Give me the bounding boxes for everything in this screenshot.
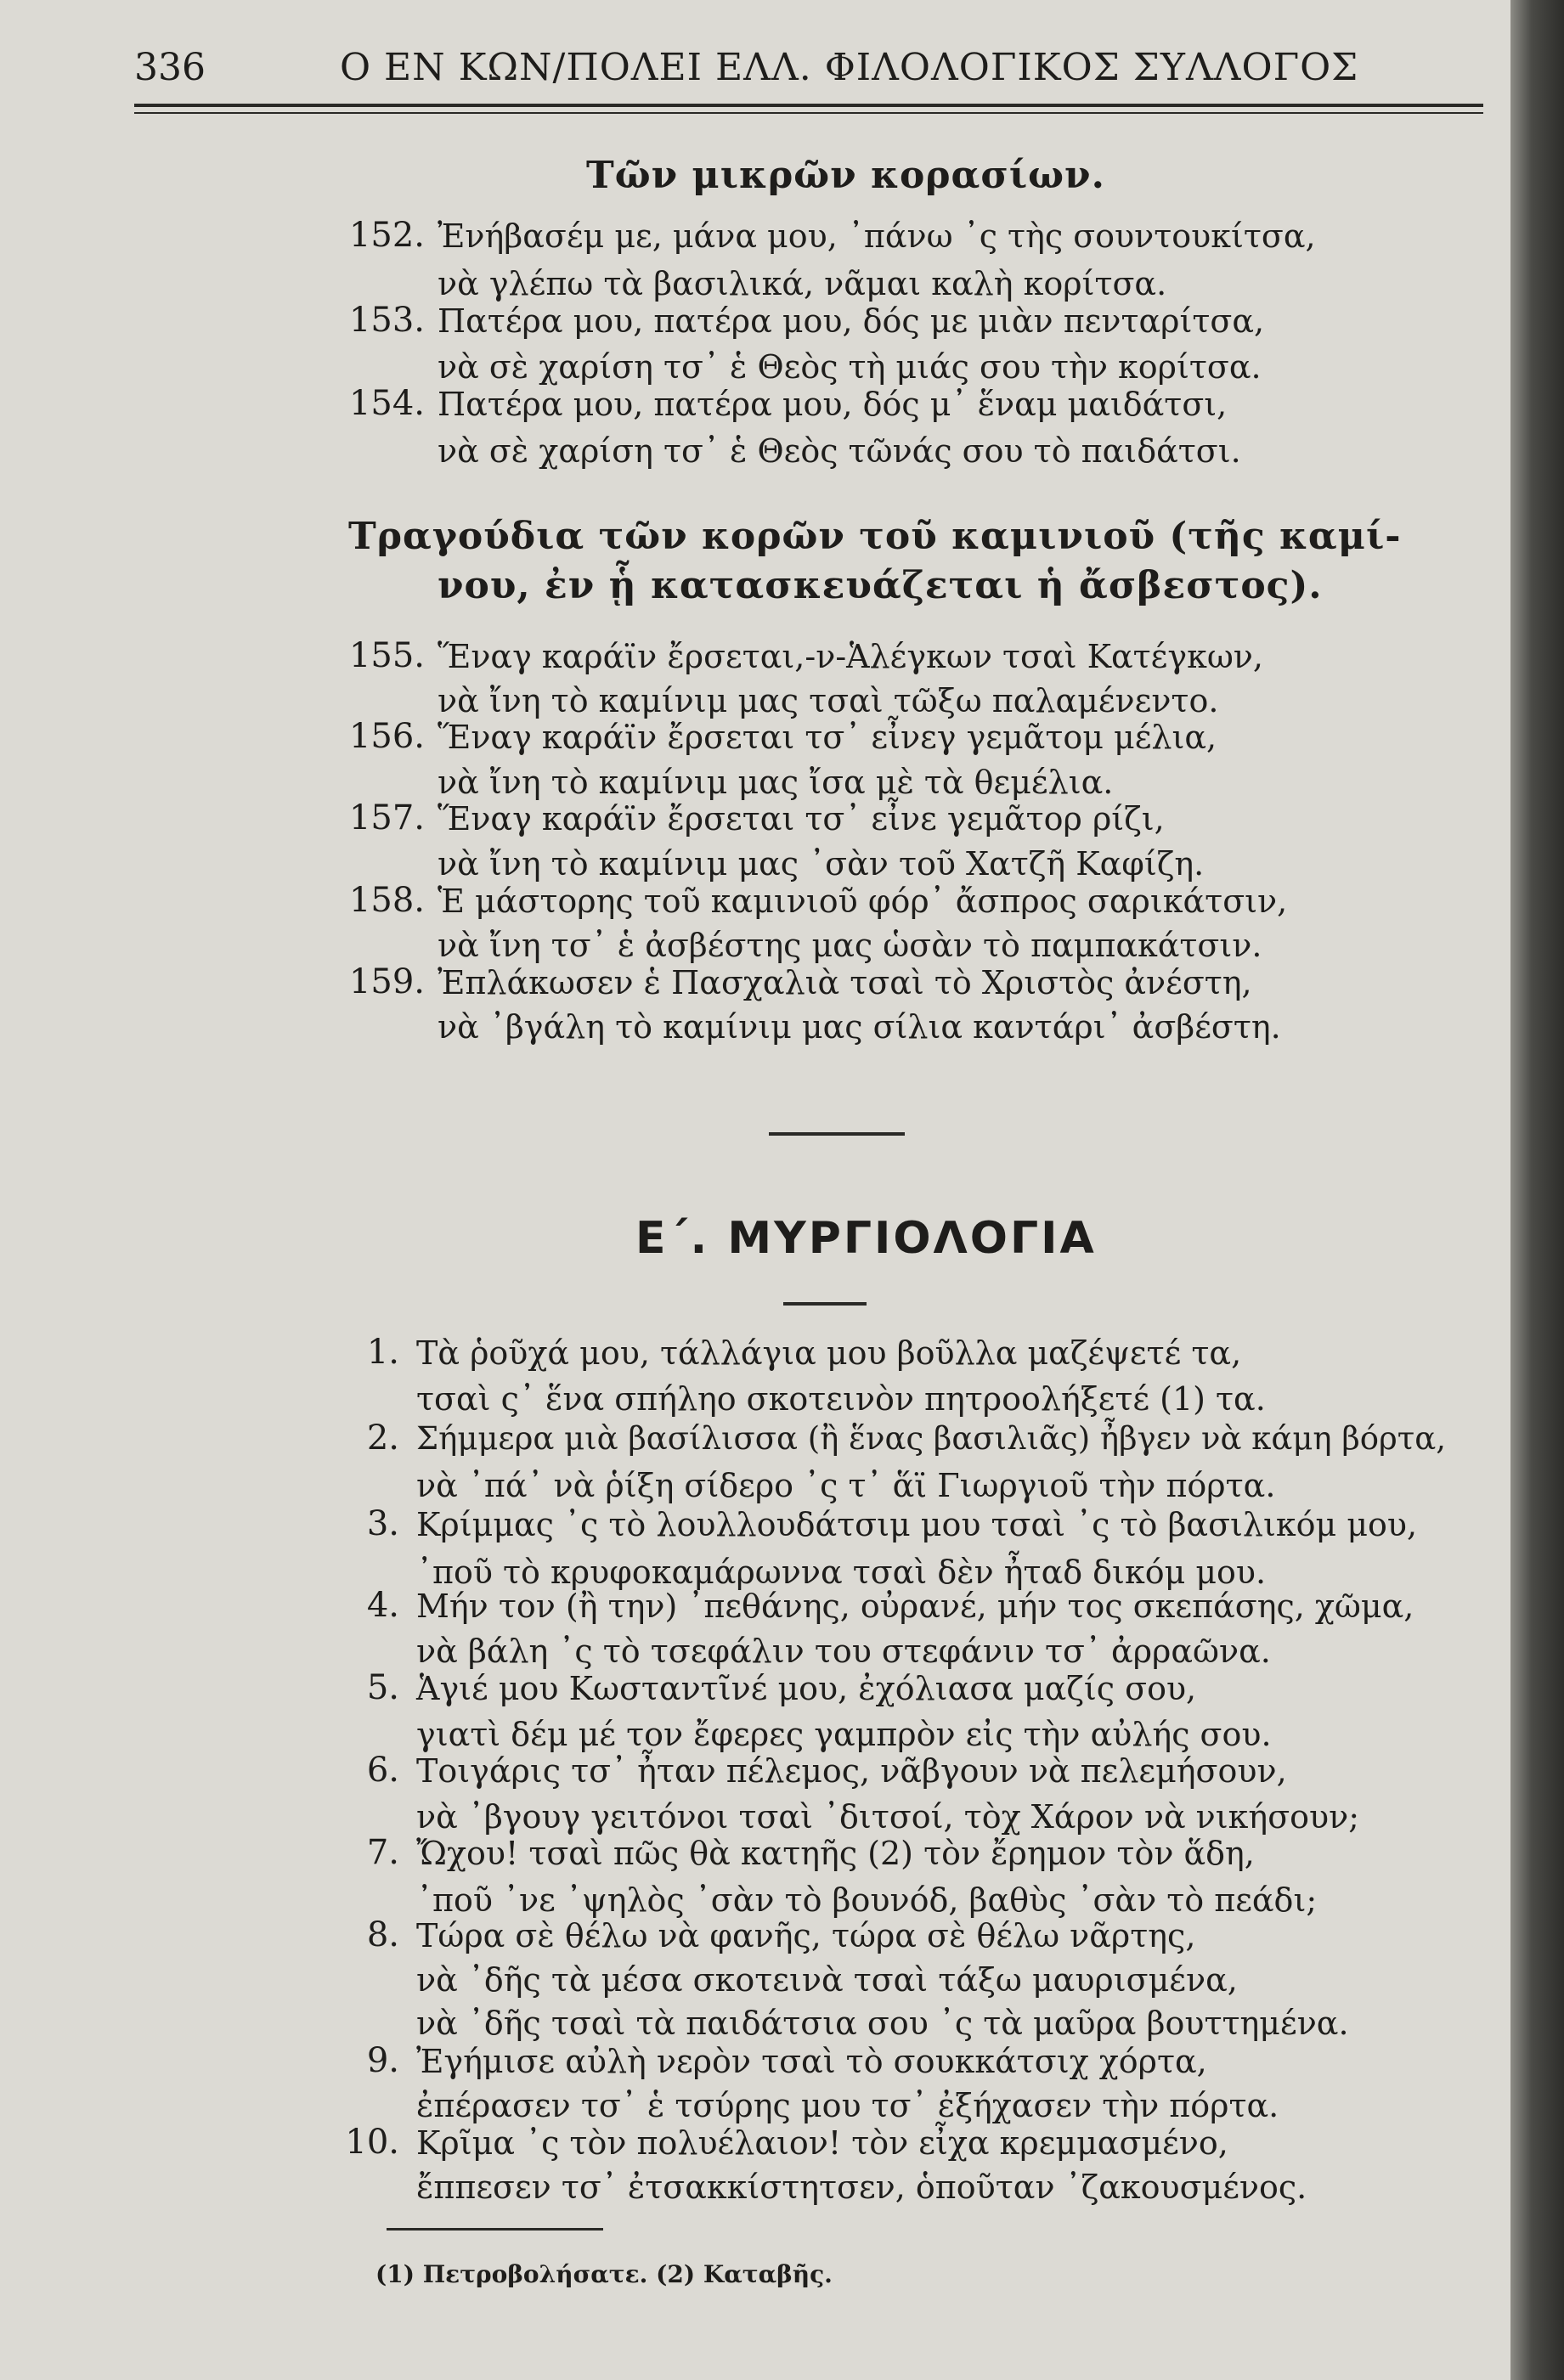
verse-line: νὰ βάλη ᾽ς τὸ τσεφάλιν του στεφάνιν τσ᾽ ἀρραῶνα. bbox=[416, 1633, 1271, 1670]
verse-line: Ἕναγ καράϊν ἔρσεται τσ᾽ εἶνε γεμᾶτορ ρίζι, bbox=[438, 800, 1165, 838]
verse-line: ᾽ποῦ ᾽νε ᾽ψηλὸς ᾽σὰν τὸ βουνόδ, βαθὺς ᾽σὰν τὸ πεάδι; bbox=[416, 1881, 1318, 1919]
verse-line: Ὤχου! τσαὶ πῶς θὰ κατηῆς (2) τὸν ἔρημον τὸν ἅδη, bbox=[416, 1835, 1255, 1872]
verse-line: Τοιγάρις τσ᾽ ἦταν πέλεμος, νᾶβγουν νὰ πελεμήσουν, bbox=[416, 1752, 1287, 1790]
verse-number: 9. bbox=[366, 2041, 399, 2080]
verse-number: 158. bbox=[348, 881, 425, 920]
verse-line: Σήμμερα μιὰ βασίλισσα (ἢ ἕνας βασιλιᾶς) ἦβγεν νὰ κάμη βόρτα, bbox=[416, 1420, 1446, 1457]
verse-line: Πατέρα μου, πατέρα μου, δός μ᾽ ἕναμ μαιδάτσι, bbox=[438, 386, 1228, 423]
verse-line: Ἑ μάστορης τοῦ καμινιοῦ φόρ᾽ ἄσπρος σαρικάτσιν, bbox=[438, 883, 1288, 920]
verse-line: γιατὶ δέμ μέ τον ἔφερες γαμπρὸν εἰς τὴν αὐλής σου. bbox=[416, 1716, 1272, 1753]
chapter-title-underline bbox=[783, 1302, 867, 1306]
verse-line: Ἕναγ καράϊν ἔρσεται τσ᾽ εἶνεγ γεμᾶτομ μέλια, bbox=[438, 719, 1217, 756]
verse-line: ἔππεσεν τσ᾽ ἐτσακκίστητσεν, ὁποῦταν ᾽ζακουσμένος. bbox=[416, 2169, 1307, 2206]
verse-number: 2. bbox=[366, 1418, 399, 1458]
verse-number: 155. bbox=[348, 636, 425, 675]
verse-line: νὰ σὲ χαρίση τσ᾽ ἑ Θεὸς τῶνάς σου τὸ παιδάτσι. bbox=[438, 432, 1241, 470]
verse-line: Ἐπλάκωσεν ἑ Πασχαλιὰ τσαὶ τὸ Χριστὸς ἀνέστη, bbox=[438, 964, 1252, 1001]
verse-number: 1. bbox=[366, 1333, 399, 1372]
verse-line: Πατέρα μου, πατέρα μου, δός με μιὰν πενταρίτσα, bbox=[438, 302, 1265, 340]
verse-line: Τώρα σὲ θέλω νὰ φανῆς, τώρα σὲ θέλω νᾶρτης, bbox=[416, 1917, 1196, 1954]
verse-line: Ἁγιέ μου Κωσταντῖνέ μου, ἐχόλιασα μαζίς σου, bbox=[416, 1670, 1197, 1707]
footnote: (1) Πετροβολήσατε. (2) Καταβῆς. bbox=[375, 2260, 833, 2288]
verse-number: 154. bbox=[348, 384, 425, 423]
verse-line: Ἐγήμισε αὐλὴ νερὸν τσαὶ τὸ σουκκάτσιχ χόρτα, bbox=[416, 2043, 1207, 2080]
verse-line: Ἕναγ καράϊν ἔρσεται,-ν-Ἁλέγκων τσαὶ Κατέγκων, bbox=[438, 638, 1263, 675]
book-binding-edge bbox=[1510, 0, 1564, 2380]
verse-line: νὰ ἴνη τὸ καμίνιμ μας ᾽σὰν τοῦ Χατζῆ Καφίζη. bbox=[438, 845, 1205, 883]
header-rule-thin bbox=[134, 112, 1483, 114]
section-title-girls: Τῶν μικρῶν κορασίων. bbox=[586, 154, 1105, 197]
verse-line: ἐπέρασεν τσ᾽ ἑ τσύρης μου τσ᾽ ἐξήχασεν τὴν πόρτα. bbox=[416, 2087, 1279, 2124]
verse-line: νὰ ᾽βγάλη τὸ καμίνιμ μας σίλια καντάρι᾽ ἀσβέστη. bbox=[438, 1008, 1281, 1046]
verse-line: νὰ ᾽βγουγ γειτόνοι τσαὶ ᾽διτσοί, τὸχ Χάρον νὰ νικήσουν; bbox=[416, 1798, 1360, 1836]
running-title: Ο ΕΝ ΚΩΝ/ΠΟΛΕΙ ΕΛΛ. ΦΙΛΟΛΟΓΙΚΟΣ ΣΥΛΛΟΓΟΣ bbox=[340, 46, 1359, 89]
verse-number: 152. bbox=[348, 216, 425, 255]
verse-number: 153. bbox=[348, 301, 425, 340]
verse-line: νὰ ᾽δῆς τὰ μέσα σκοτεινὰ τσαὶ τάξω μαυρισμένα, bbox=[416, 1961, 1238, 1999]
page-number: 336 bbox=[134, 46, 206, 89]
verse-line: Τὰ ῥοῦχά μου, τάλλάγια μου βοῦλλα μαζέψετέ τα, bbox=[416, 1334, 1242, 1372]
verse-number: 5. bbox=[366, 1668, 399, 1707]
verse-line: νὰ ᾽πά᾽ νὰ ῥίξη σίδερο ᾽ς τ᾽ ἅϊ Γιωργιοῦ τὴν πόρτα. bbox=[416, 1467, 1276, 1504]
verse-line: νὰ γλέπω τὰ βασιλικά, νᾶμαι καλὴ κορίτσα. bbox=[438, 265, 1167, 302]
verse-number: 10. bbox=[345, 2123, 399, 2162]
verse-number: 157. bbox=[348, 798, 425, 838]
verse-line: Κρίμμας ᾽ς τὸ λουλλουδάτσιμ μου τσαὶ ᾽ς τὸ βασιλικόμ μου, bbox=[416, 1506, 1418, 1543]
section-divider bbox=[769, 1132, 905, 1136]
verse-line: Μήν τον (ἢ την) ᾽πεθάνης, οὐρανέ, μήν τος σκεπάσης, χῶμα, bbox=[416, 1588, 1414, 1625]
verse-number: 159. bbox=[348, 962, 425, 1001]
verse-line: τσαὶ ς᾽ ἕνα σπήληο σκοτεινὸν πητροολήξετέ (1) τα. bbox=[416, 1380, 1266, 1418]
verse-number: 6. bbox=[366, 1751, 399, 1790]
verse-line: νὰ σὲ χαρίση τσ᾽ ἑ Θεὸς τὴ μιάς σου τὴν κορίτσα. bbox=[438, 348, 1262, 386]
verse-line: Κρῖμα ᾽ς τὸν πολυέλαιον! τὸν εἶχα κρεμμασμένο, bbox=[416, 2124, 1228, 2162]
chapter-title: Ε΄. ΜΥΡΓΙΟΛΟΓΙΑ bbox=[635, 1213, 1097, 1264]
section-title-kiln-line1: Τραγούδια τῶν κορῶν τοῦ καμινιοῦ (τῆς καμί- bbox=[348, 515, 1402, 558]
verse-line: νὰ ἴνη τὸ καμίνιμ μας τσαὶ τῶξω παλαμένεντο. bbox=[438, 682, 1219, 719]
section-title-kiln-line2: νου, ἐν ᾗ κατασκευάζεται ἡ ἄσβεστος). bbox=[438, 564, 1323, 607]
verse-line: ᾽ποῦ τὸ κρυφοκαμάρωννα τσαὶ δὲν ἦταδ δικόμ μου. bbox=[416, 1554, 1267, 1591]
header-rule-thick bbox=[134, 104, 1483, 107]
verse-line: Ἐνήβασέμ με, μάνα μου, ᾽πάνω ᾽ς τὴς σουντουκίτσα, bbox=[438, 217, 1316, 255]
verse-number: 4. bbox=[366, 1586, 399, 1625]
verse-number: 3. bbox=[366, 1504, 399, 1543]
verse-line: νὰ ᾽δῆς τσαὶ τὰ παιδάτσια σου ᾽ς τὰ μαῦρα βουττημένα. bbox=[416, 2005, 1349, 2042]
verse-number: 7. bbox=[366, 1833, 399, 1872]
verse-line: νὰ ἴνη τσ᾽ ἑ ἀσβέστης μας ὡσὰν τὸ παμπακάτσιν. bbox=[438, 927, 1262, 964]
footnote-rule bbox=[387, 2228, 603, 2231]
verse-number: 156. bbox=[348, 717, 425, 756]
verse-number: 8. bbox=[366, 1915, 399, 1954]
verse-line: νὰ ἴνη τὸ καμίνιμ μας ἴσα μὲ τὰ θεμέλια. bbox=[438, 764, 1114, 801]
